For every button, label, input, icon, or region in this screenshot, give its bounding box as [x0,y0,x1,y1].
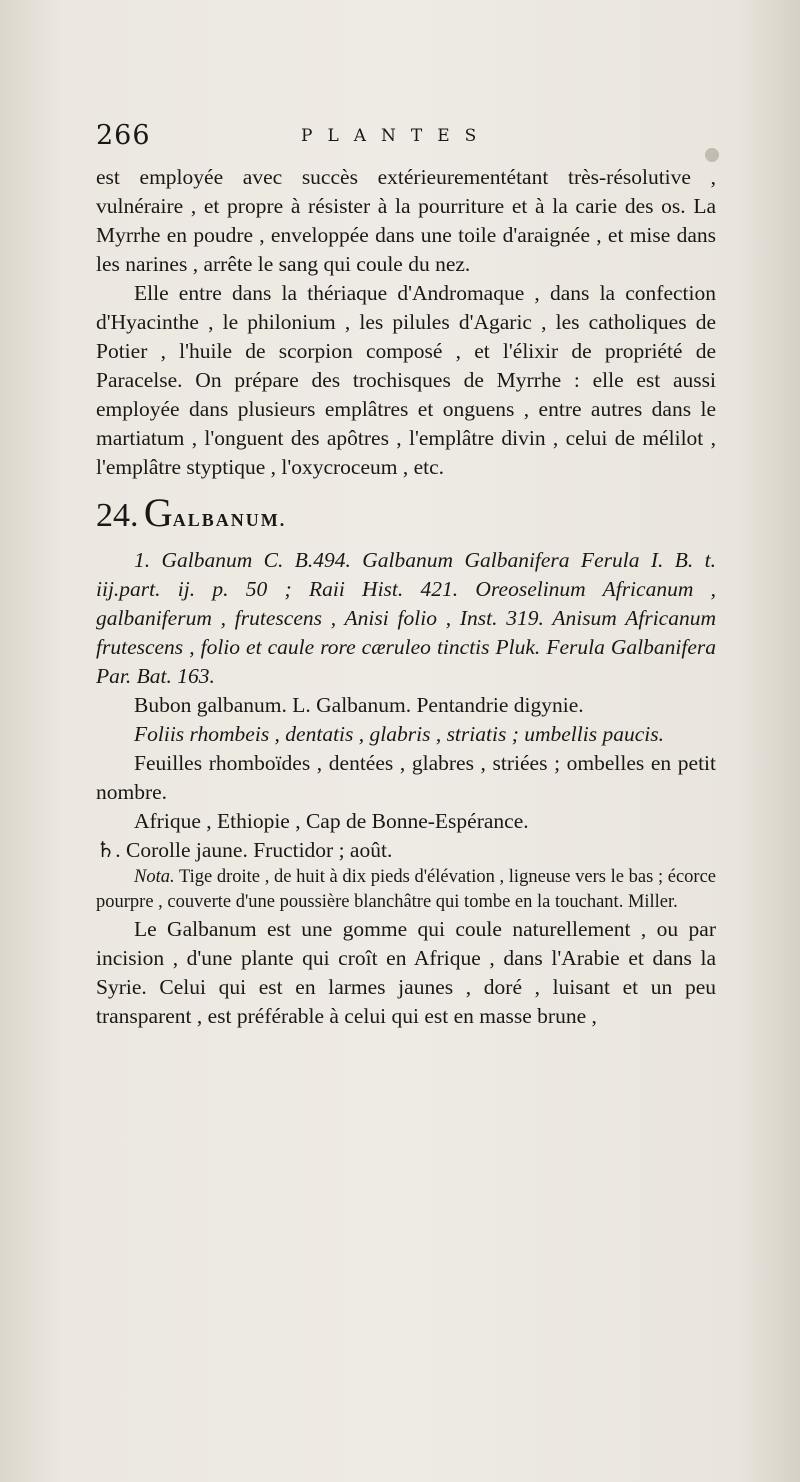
running-head: PLANTES [301,126,492,146]
page-header [96,120,704,160]
entry-title-initial: G [143,490,173,535]
paragraph-galbanum: Le Galbanum est une gomme qui coule naturellement , ou par incision , d'une plante qui croît en Afrique , dans l'Arabie et dans la Syrie. Celui qui est en larmes jaunes , doré , luisant et un peu transparent , est préférable à celui qui est en masse brune , [96,917,716,1028]
synonymy-references: 1. Galbanum C. B.494. Galbanum Galbanifera Ferula I. B. t. iij.part. ij. p. 50 ; Raii Hist. 421. Oreoselinum Africanum , galbaniferum , frutescens , Anisi folio , Inst. 319. Anisum Africanum frutescens , folio et caule rore cæruleo tinctis Pluk. Ferula Galbanifera Par. Bat. 163. [96,548,716,688]
latin-diagnosis: Foliis rhombeis , dentatis , glabris , striatis ; umbellis paucis. [134,722,664,746]
paragraph-myrrhe-preparations: Elle entre dans la thériaque d'Andromaque , dans la confection d'Hyacinthe , le philonium , les pilules d'Agaric , les catholiques de Potier , l'huile de scorpion composé , et l'élixir de propriété de Paracelse. On prépare des trochisques de Myrrhe : elle est aussi employée dans plusieurs emplâtres et onguens , entre autres dans le martiatum , l'onguent des apôtres , l'emplâtre divin , celui de mélilot , l'emplâtre styptique , l'oxycroceum , etc. [96,281,716,479]
flowering-info: ♄. Corolle jaune. Fructidor ; août. [96,838,393,862]
entry-heading [96,490,716,546]
nota-label: Nota. [134,867,175,887]
linnaean-name: Bubon galbanum. L. Galbanum. Pentandrie digynie. [134,693,584,717]
habitat: Afrique , Ethiopie , Cap de Bonne-Espérance. [134,809,529,833]
ink-smudge [705,148,719,162]
entry-title-rest: ALBANUM. [172,510,287,530]
nota-text: Tige droite , de huit à dix pieds d'élévation , ligneuse vers le bas ; écorce pourpre , couverte d'une poussière blanchâtre qui tombe en la touchant. Miller. [96,867,717,912]
page-body [96,163,716,1031]
paragraph-myrrhe-use: est employée avec succès extérieurementétant très-résolutive , vulnéraire , et propre à résister à la pourriture et à la carie des os. La Myrrhe en poudre , enveloppée dans une toile d'araignée , et mise dans les narines , arrête le sang qui coule du nez. [96,165,716,276]
entry-number: 24. [96,497,139,534]
page-number: 266 [96,120,151,151]
french-diagnosis: Feuilles rhomboïdes , dentées , glabres , striées ; ombelles en petit nombre. [96,751,716,804]
nota-block [96,865,716,915]
